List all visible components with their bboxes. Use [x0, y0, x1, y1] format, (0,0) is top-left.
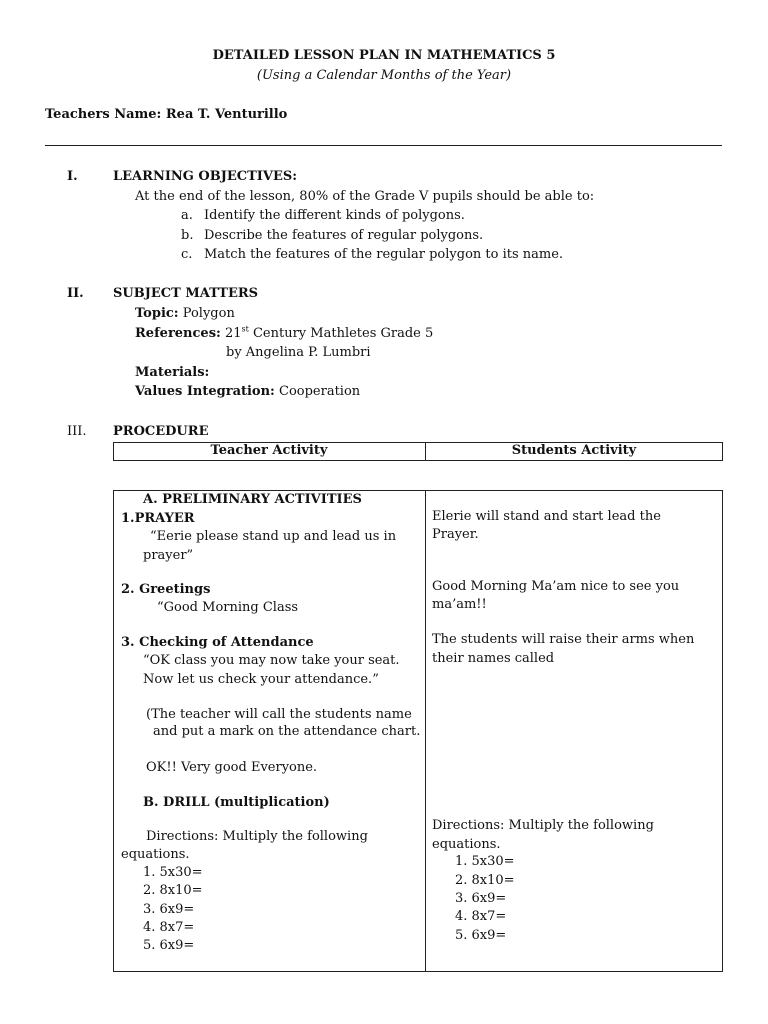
objective-letter-b: b. — [181, 228, 194, 243]
student-drill-item-5: 5. 6x9= — [455, 928, 507, 943]
subject-numeral: II. — [67, 286, 84, 301]
prayer-heading: 1.PRAYER — [121, 511, 195, 526]
document-title: DETAILED LESSON PLAN IN MATHEMATICS 5 — [212, 48, 556, 63]
references-rest: Century Mathletes Grade 5 — [252, 326, 434, 341]
teacher-directions-line1: Directions: Multiply the following — [146, 829, 368, 844]
references-author: by Angelina P. Lumbri — [226, 345, 371, 360]
teacher-attendance-line1: “OK class you may now take your seat. — [143, 653, 400, 668]
teacher-call-line2: and put a mark on the attendance chart. — [153, 724, 421, 739]
teacher-drill-item-2: 2. 8x10= — [143, 883, 203, 898]
values-line — [135, 383, 360, 401]
procedure-heading: PROCEDURE — [113, 424, 209, 439]
student-directions-line2: equations. — [432, 837, 501, 852]
drill-heading: B. DRILL (multiplication) — [143, 795, 330, 810]
teacher-directions-line2: equations. — [121, 847, 190, 862]
values-value: Cooperation — [279, 384, 361, 399]
subject-heading: SUBJECT MATTERS — [113, 286, 259, 301]
student-greeting-line2: ma’am!! — [432, 597, 487, 612]
objective-letter-c: c. — [181, 247, 193, 262]
objective-text-a: Identify the different kinds of polygons. — [204, 208, 465, 223]
student-drill-item-4: 4. 8x7= — [455, 909, 507, 924]
topic-value: Polygon — [182, 306, 235, 321]
references-line — [135, 325, 433, 343]
student-drill-item-3: 3. 6x9= — [455, 891, 507, 906]
teacher-drill-item-5: 5. 6x9= — [143, 938, 195, 953]
teacher-ok-line: OK!! Very good Everyone. — [146, 760, 318, 775]
objective-text-c: Match the features of the regular polygon to its name. — [204, 247, 564, 262]
teacher-prayer-line1: “Eerie please stand up and lead us in — [150, 529, 397, 544]
references-sup: st — [241, 324, 249, 334]
teacher-greeting-line: “Good Morning Class — [157, 600, 299, 615]
teacher-drill-item-3: 3. 6x9= — [143, 902, 195, 917]
student-drill-item-2: 2. 8x10= — [455, 873, 515, 888]
teacher-drill-item-4: 4. 8x7= — [143, 920, 195, 935]
teacher-name: Rea T. Venturillo — [165, 107, 288, 122]
student-greeting-line1: Good Morning Ma’am nice to see you — [432, 579, 680, 594]
teacher-name-label: Teachers Name: — [45, 107, 162, 122]
teacher-drill-item-1: 1. 5x30= — [143, 865, 203, 880]
values-label: Values Integration: — [135, 384, 275, 399]
student-attendance-line2: their names called — [432, 651, 555, 666]
objectives-numeral: I. — [67, 169, 78, 184]
teacher-name-line — [45, 106, 287, 124]
teacher-activity-header: Teacher Activity — [210, 443, 328, 458]
students-activity-header: Students Activity — [511, 443, 637, 458]
attendance-heading: 3. Checking of Attendance — [121, 635, 314, 650]
student-prayer-line1: Elerie will stand and start lead the — [432, 509, 661, 524]
materials-label: Materials: — [135, 365, 210, 380]
procedure-numeral: III. — [67, 424, 87, 439]
teacher-attendance-line2: Now let us check your attendance.” — [143, 672, 379, 687]
references-num: 21 — [224, 326, 242, 341]
header-divider — [45, 145, 722, 146]
greetings-heading: 2. Greetings — [121, 582, 211, 597]
objectives-heading: LEARNING OBJECTIVES: — [113, 169, 298, 184]
student-attendance-line1: The students will raise their arms when — [432, 632, 695, 647]
topic-line — [135, 305, 235, 323]
teacher-prayer-line2: prayer” — [143, 548, 194, 563]
student-prayer-line2: Prayer. — [432, 527, 479, 542]
preliminary-heading: A. PRELIMINARY ACTIVITIES — [143, 492, 362, 507]
objectives-intro: At the end of the lesson, 80% of the Grade V pupils should be able to: — [135, 189, 595, 204]
student-directions-line1: Directions: Multiply the following — [432, 818, 654, 833]
student-drill-item-1: 1. 5x30= — [455, 854, 515, 869]
body-column-divider — [425, 490, 426, 972]
objective-letter-a: a. — [181, 208, 193, 223]
teacher-call-line1: (The teacher will call the students name — [146, 707, 412, 722]
document-subtitle: (Using a Calendar Months of the Year) — [256, 68, 512, 83]
topic-label: Topic: — [135, 306, 179, 321]
objective-text-b: Describe the features of regular polygons. — [204, 228, 484, 243]
references-label: References: — [135, 326, 221, 341]
